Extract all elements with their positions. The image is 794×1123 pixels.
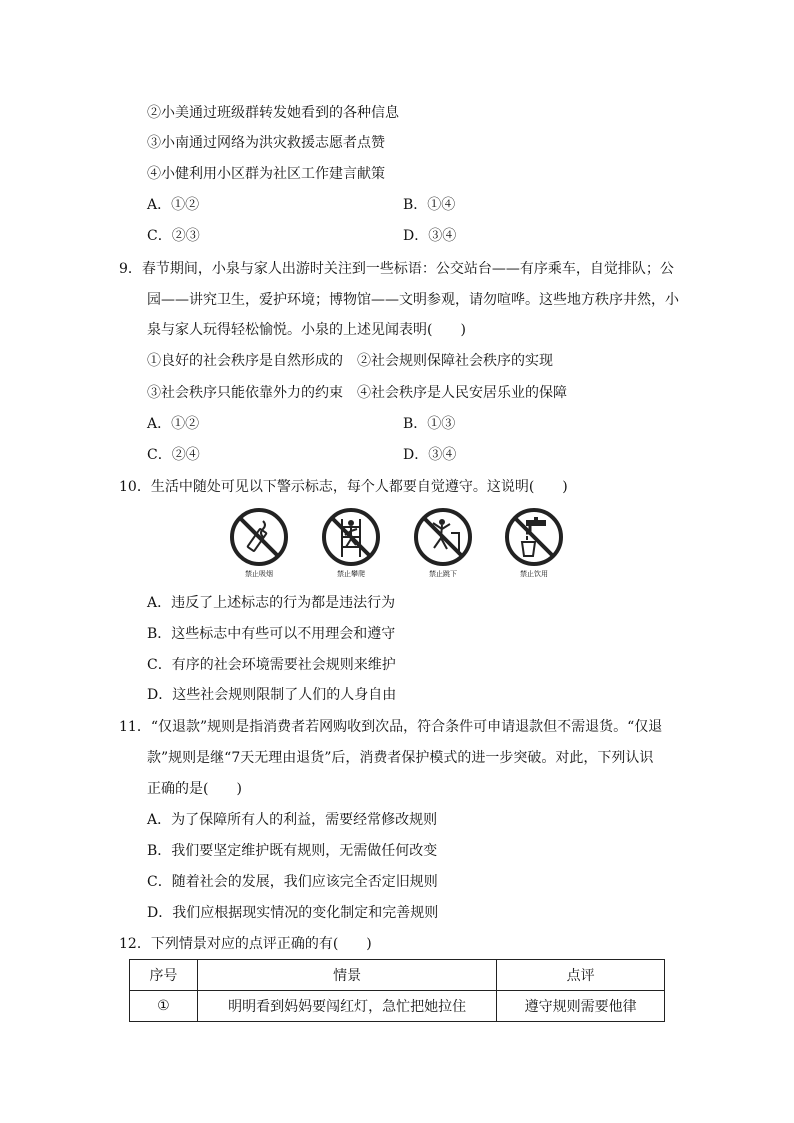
q9-choice-c: C．②④ <box>147 447 200 463</box>
q8-option-2: ②小美通过班级群转发她看到的各种信息 <box>147 105 399 121</box>
q8-choice-d: D．③④ <box>403 228 457 244</box>
no-climbing-sign <box>321 507 381 583</box>
table-header-row <box>130 960 665 991</box>
no-jumping-sign <box>413 507 473 583</box>
no-smoking-sign <box>229 507 289 583</box>
table-header-comment: 点评 <box>497 960 665 991</box>
q8-choice-a: A．①② <box>147 197 200 213</box>
no-jumping-caption: 禁止跳下 <box>429 570 457 578</box>
table-header-number: 序号 <box>130 960 198 991</box>
q8-choice-c: C．②③ <box>147 228 200 244</box>
q10-choice-d: D．这些社会规则限制了人们的人身自由 <box>147 687 397 703</box>
q8-option-4: ④小健利用小区群为社区工作建言献策 <box>147 166 385 182</box>
q11-stem-line2: 款”规则是继“7天无理由退货”后，消费者保护模式的进一步突破。对此，下列认识 <box>147 750 654 766</box>
q9-choice-a: A．①② <box>147 416 200 432</box>
no-climbing-icon <box>321 507 381 567</box>
q11-choice-b: B．我们要坚定维护既有规则，无需做任何改变 <box>147 843 438 859</box>
q10-choice-a: A．违反了上述标志的行为都是违法行为 <box>147 595 396 611</box>
q9-statements-row2: ③社会秩序只能依靠外力的约束 ④社会秩序是人民安居乐业的保障 <box>147 385 567 401</box>
q8-choice-b: B．①④ <box>403 197 456 213</box>
q9-stem-line1: 9．春节期间，小泉与家人出游时关注到一些标语：公交站台——有序乘车，自觉排队；公 <box>119 261 674 277</box>
no-drinking-caption: 禁止饮用 <box>520 570 548 578</box>
no-drinking-icon <box>504 507 564 567</box>
q9-stem-line2: 园——讲究卫生，爱护环境；博物馆——文明参观，请勿喧哗。这些地方秩序井然，小 <box>147 292 679 308</box>
q9-statements-row1: ①良好的社会秩序是自然形成的 ②社会规则保障社会秩序的实现 <box>147 353 553 369</box>
q9-stem-line3: 泉与家人玩得轻松愉悦。小泉的上述见闻表明( ) <box>147 322 466 338</box>
q11-stem-line1: 11．“仅退款”规则是指消费者若网购收到次品，符合条件可申请退款但不需退货。“仅退 <box>119 719 663 735</box>
table-cell-number: ① <box>130 991 198 1022</box>
table-cell-comment: 遵守规则需要他律 <box>497 991 665 1022</box>
no-smoking-caption: 禁止吸烟 <box>245 570 273 578</box>
no-jumping-icon <box>413 507 473 567</box>
q12-stem: 12．下列情景对应的点评正确的有( ) <box>119 936 372 952</box>
table-header-scenario: 情景 <box>197 960 496 991</box>
table-row <box>130 991 665 1022</box>
q9-choice-d: D．③④ <box>403 447 457 463</box>
q10-stem: 10．生活中随处可见以下警示标志，每个人都要自觉遵守。这说明( ) <box>119 479 568 495</box>
q10-choice-c: C．有序的社会环境需要社会规则来维护 <box>147 657 396 673</box>
q11-choice-a: A．为了保障所有人的利益，需要经常修改规则 <box>147 812 438 828</box>
q11-stem-line3: 正确的是( ) <box>147 781 242 797</box>
no-smoking-icon <box>229 507 289 567</box>
q10-choice-b: B．这些标志中有些可以不用理会和遵守 <box>147 626 396 642</box>
table-cell-scenario: 明明看到妈妈要闯红灯，急忙把她拉住 <box>197 991 496 1022</box>
q11-choice-d: D．我们应根据现实情况的变化制定和完善规则 <box>147 905 439 921</box>
no-drinking-sign <box>504 507 564 583</box>
no-climbing-caption: 禁止攀爬 <box>337 570 365 578</box>
q9-choice-b: B．①③ <box>403 416 456 432</box>
q12-table <box>129 959 665 1022</box>
q8-option-3: ③小南通过网络为洪灾救援志愿者点赞 <box>147 135 385 151</box>
q11-choice-c: C．随着社会的发展，我们应该完全否定旧规则 <box>147 874 438 890</box>
